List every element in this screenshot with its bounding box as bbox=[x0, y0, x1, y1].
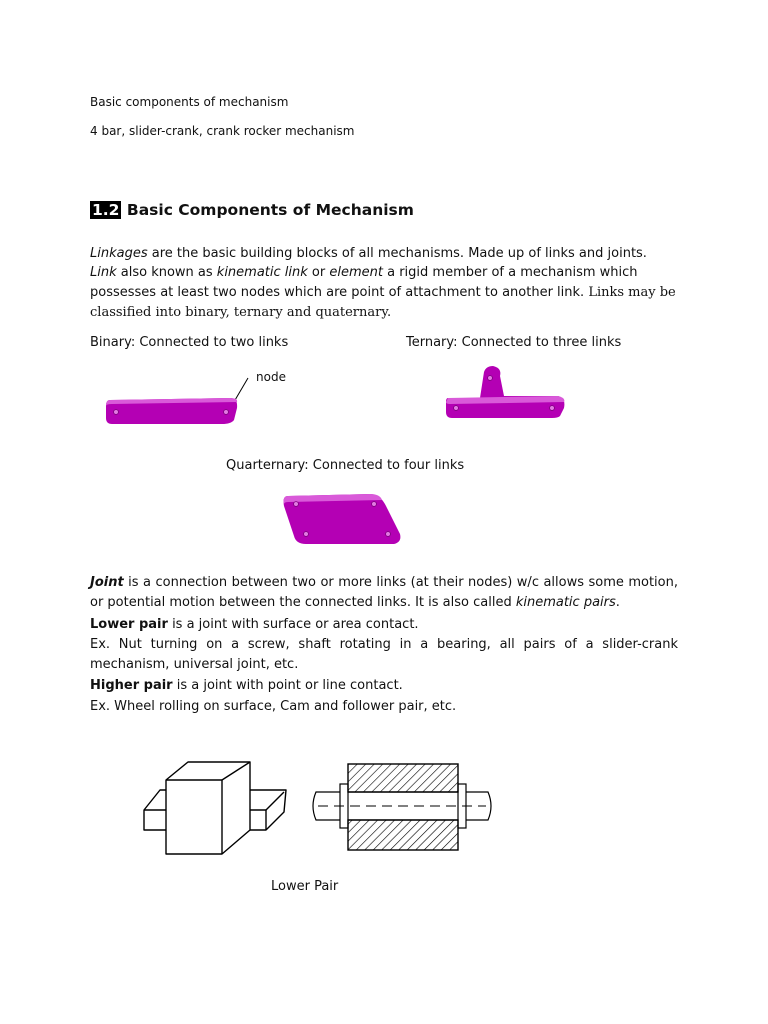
linkages-paragraph bbox=[90, 244, 678, 264]
quaternary-node-1 bbox=[294, 502, 299, 507]
link-classification: Links may be classified into binary, ternary and quaternary. bbox=[90, 285, 676, 320]
lower-pair-term: Lower pair bbox=[90, 617, 168, 632]
quaternary-node-4 bbox=[386, 532, 391, 537]
lower-pair-definition bbox=[90, 615, 678, 635]
header-line-2: 4 bar, slider-crank, crank rocker mechanism bbox=[90, 124, 355, 138]
binary-link-figure bbox=[100, 372, 260, 432]
section-number: 1.2 bbox=[92, 201, 120, 219]
bearing-bottom bbox=[348, 820, 458, 850]
quaternary-label: Quarternary: Connected to four links bbox=[226, 458, 465, 473]
ternary-link-figure bbox=[440, 362, 570, 422]
binary-label: Binary: Connected to two links bbox=[90, 335, 289, 350]
quaternary-node-3 bbox=[304, 532, 309, 537]
slider-block bbox=[166, 762, 250, 854]
link-text-3: a rigid member of a mechanism which possesses at least two nodes which are point of attachment to another link. bbox=[90, 265, 638, 300]
node-label: node bbox=[256, 370, 286, 384]
ternary-node-left bbox=[454, 406, 459, 411]
lower-pair-example: Ex. Nut turning on a screw, shaft rotating in a bearing, all pairs of a slider-crank mechanism, universal joint, etc. bbox=[90, 637, 678, 672]
ternary-node-right bbox=[550, 406, 555, 411]
linkages-text: are the basic building blocks of all mechanisms. Made up of links and joints. bbox=[147, 246, 647, 261]
lower-pair-text: is a joint with surface or area contact. bbox=[167, 617, 419, 632]
higher-pair-example: Ex. Wheel rolling on surface, Cam and follower pair, etc. bbox=[90, 699, 457, 714]
joint-term: Joint bbox=[90, 575, 124, 590]
higher-pair-definition bbox=[90, 676, 678, 696]
quaternary-node-2 bbox=[372, 502, 377, 507]
kinematic-pairs-term: kinematic pairs bbox=[515, 595, 616, 610]
kinematic-link-term: kinematic link bbox=[216, 265, 308, 280]
figure-caption: Lower Pair bbox=[271, 879, 339, 894]
ternary-link-body bbox=[446, 366, 564, 418]
prismatic-pair-figure bbox=[136, 760, 296, 860]
joint-text: is a connection between two or more links (at their nodes) w/c allows some motion, or potential motion between the connected links. It is also called bbox=[90, 575, 678, 610]
turning-pair-figure bbox=[310, 760, 500, 860]
link-text-1: also known as bbox=[116, 265, 217, 280]
link-text-2: or bbox=[307, 265, 330, 280]
joint-paragraph bbox=[90, 573, 678, 613]
quaternary-link-figure bbox=[280, 488, 410, 548]
joint-text-end: . bbox=[615, 595, 620, 610]
element-term: element bbox=[329, 265, 383, 280]
section-heading bbox=[90, 201, 414, 219]
binary-node-right bbox=[224, 410, 229, 415]
higher-pair-term: Higher pair bbox=[90, 678, 173, 693]
binary-node-left bbox=[114, 410, 119, 415]
header-line-1: Basic components of mechanism bbox=[90, 95, 289, 109]
higher-pair-text: is a joint with point or line contact. bbox=[172, 678, 403, 693]
linkages-term: Linkages bbox=[90, 246, 148, 261]
ternary-label: Ternary: Connected to three links bbox=[406, 335, 622, 350]
link-term: Link bbox=[90, 265, 117, 280]
section-title: Basic Components of Mechanism bbox=[126, 201, 414, 219]
link-paragraph bbox=[90, 263, 678, 323]
bearing-top bbox=[348, 764, 458, 792]
ternary-node-top bbox=[488, 376, 493, 381]
